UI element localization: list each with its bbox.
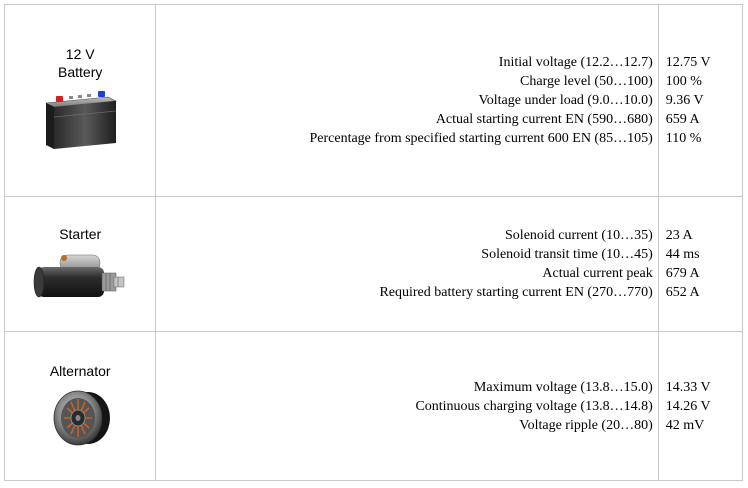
starter-label-solenoid-transit-time: Solenoid transit time (10…45) [481, 247, 653, 262]
alternator-value-continuous-charging-voltage: 14.26 V [665, 398, 711, 414]
starter-section [5, 197, 743, 332]
battery-label-initial-voltage: Initial voltage (12.2…12.7) [498, 55, 653, 70]
alternator-values-cell [658, 332, 742, 481]
battery-section [5, 5, 743, 197]
battery-label-voltage-under-load: Voltage under load (9.0…10.0) [478, 93, 653, 108]
alternator-label-maximum-voltage: Maximum voltage (13.8…15.0) [473, 379, 653, 395]
starter-value-solenoid-transit-time: 44 ms [665, 247, 700, 262]
battery-value-initial-voltage: 12.75 V [665, 55, 711, 70]
alternator-value-voltage-ripple: 42 mV [665, 417, 705, 433]
starter-label-required-battery-current: Required battery starting current EN (270…770) [379, 285, 653, 300]
alternator-label-continuous-charging-voltage: Continuous charging voltage (13.8…14.8) [415, 398, 653, 414]
battery-value-percentage-specified: 110 % [665, 131, 702, 146]
battery-title-line-2: Battery [58, 64, 103, 80]
negative-terminal [56, 96, 63, 102]
car-battery-icon [42, 87, 118, 151]
battery-labels-cell [156, 5, 658, 197]
alternator-title: Alternator [49, 363, 111, 379]
alternator-labels-cell [156, 332, 658, 481]
battery-title-line-1: 12 V [65, 46, 95, 62]
battery-value-charge-level: 100 % [665, 74, 702, 89]
starter-component-cell [5, 197, 156, 332]
alternator-icon [40, 384, 120, 450]
starter-value-solenoid-current: 23 A [665, 228, 693, 243]
alternator-label-voltage-ripple: Voltage ripple (20…80) [519, 417, 653, 433]
battery-value-actual-starting-current: 659 A [665, 112, 700, 127]
battery-label-percentage-specified: Percentage from specified starting current 600 EN (85…105) [309, 131, 653, 146]
battery-values-cell [658, 5, 742, 197]
battery-label-actual-starting-current: Actual starting current EN (590…680) [435, 112, 653, 127]
starter-motor-icon [30, 247, 130, 307]
starter-title: Starter [59, 226, 102, 242]
test-results-table [4, 4, 743, 481]
alternator-section [5, 332, 743, 481]
starter-value-actual-current-peak: 679 A [665, 266, 700, 281]
starter-value-required-battery-current: 652 A [665, 285, 700, 300]
battery-component-cell [5, 5, 156, 197]
battery-value-voltage-under-load: 9.36 V [665, 93, 704, 108]
alternator-value-maximum-voltage: 14.33 V [665, 379, 711, 395]
starter-labels-cell [156, 197, 658, 332]
alternator-component-cell [5, 332, 156, 481]
starter-label-actual-current-peak: Actual current peak [542, 266, 653, 281]
positive-terminal [98, 91, 105, 97]
battery-label-charge-level: Charge level (50…100) [520, 74, 653, 89]
starter-values-cell [658, 197, 742, 332]
starter-label-solenoid-current: Solenoid current (10…35) [505, 228, 653, 243]
